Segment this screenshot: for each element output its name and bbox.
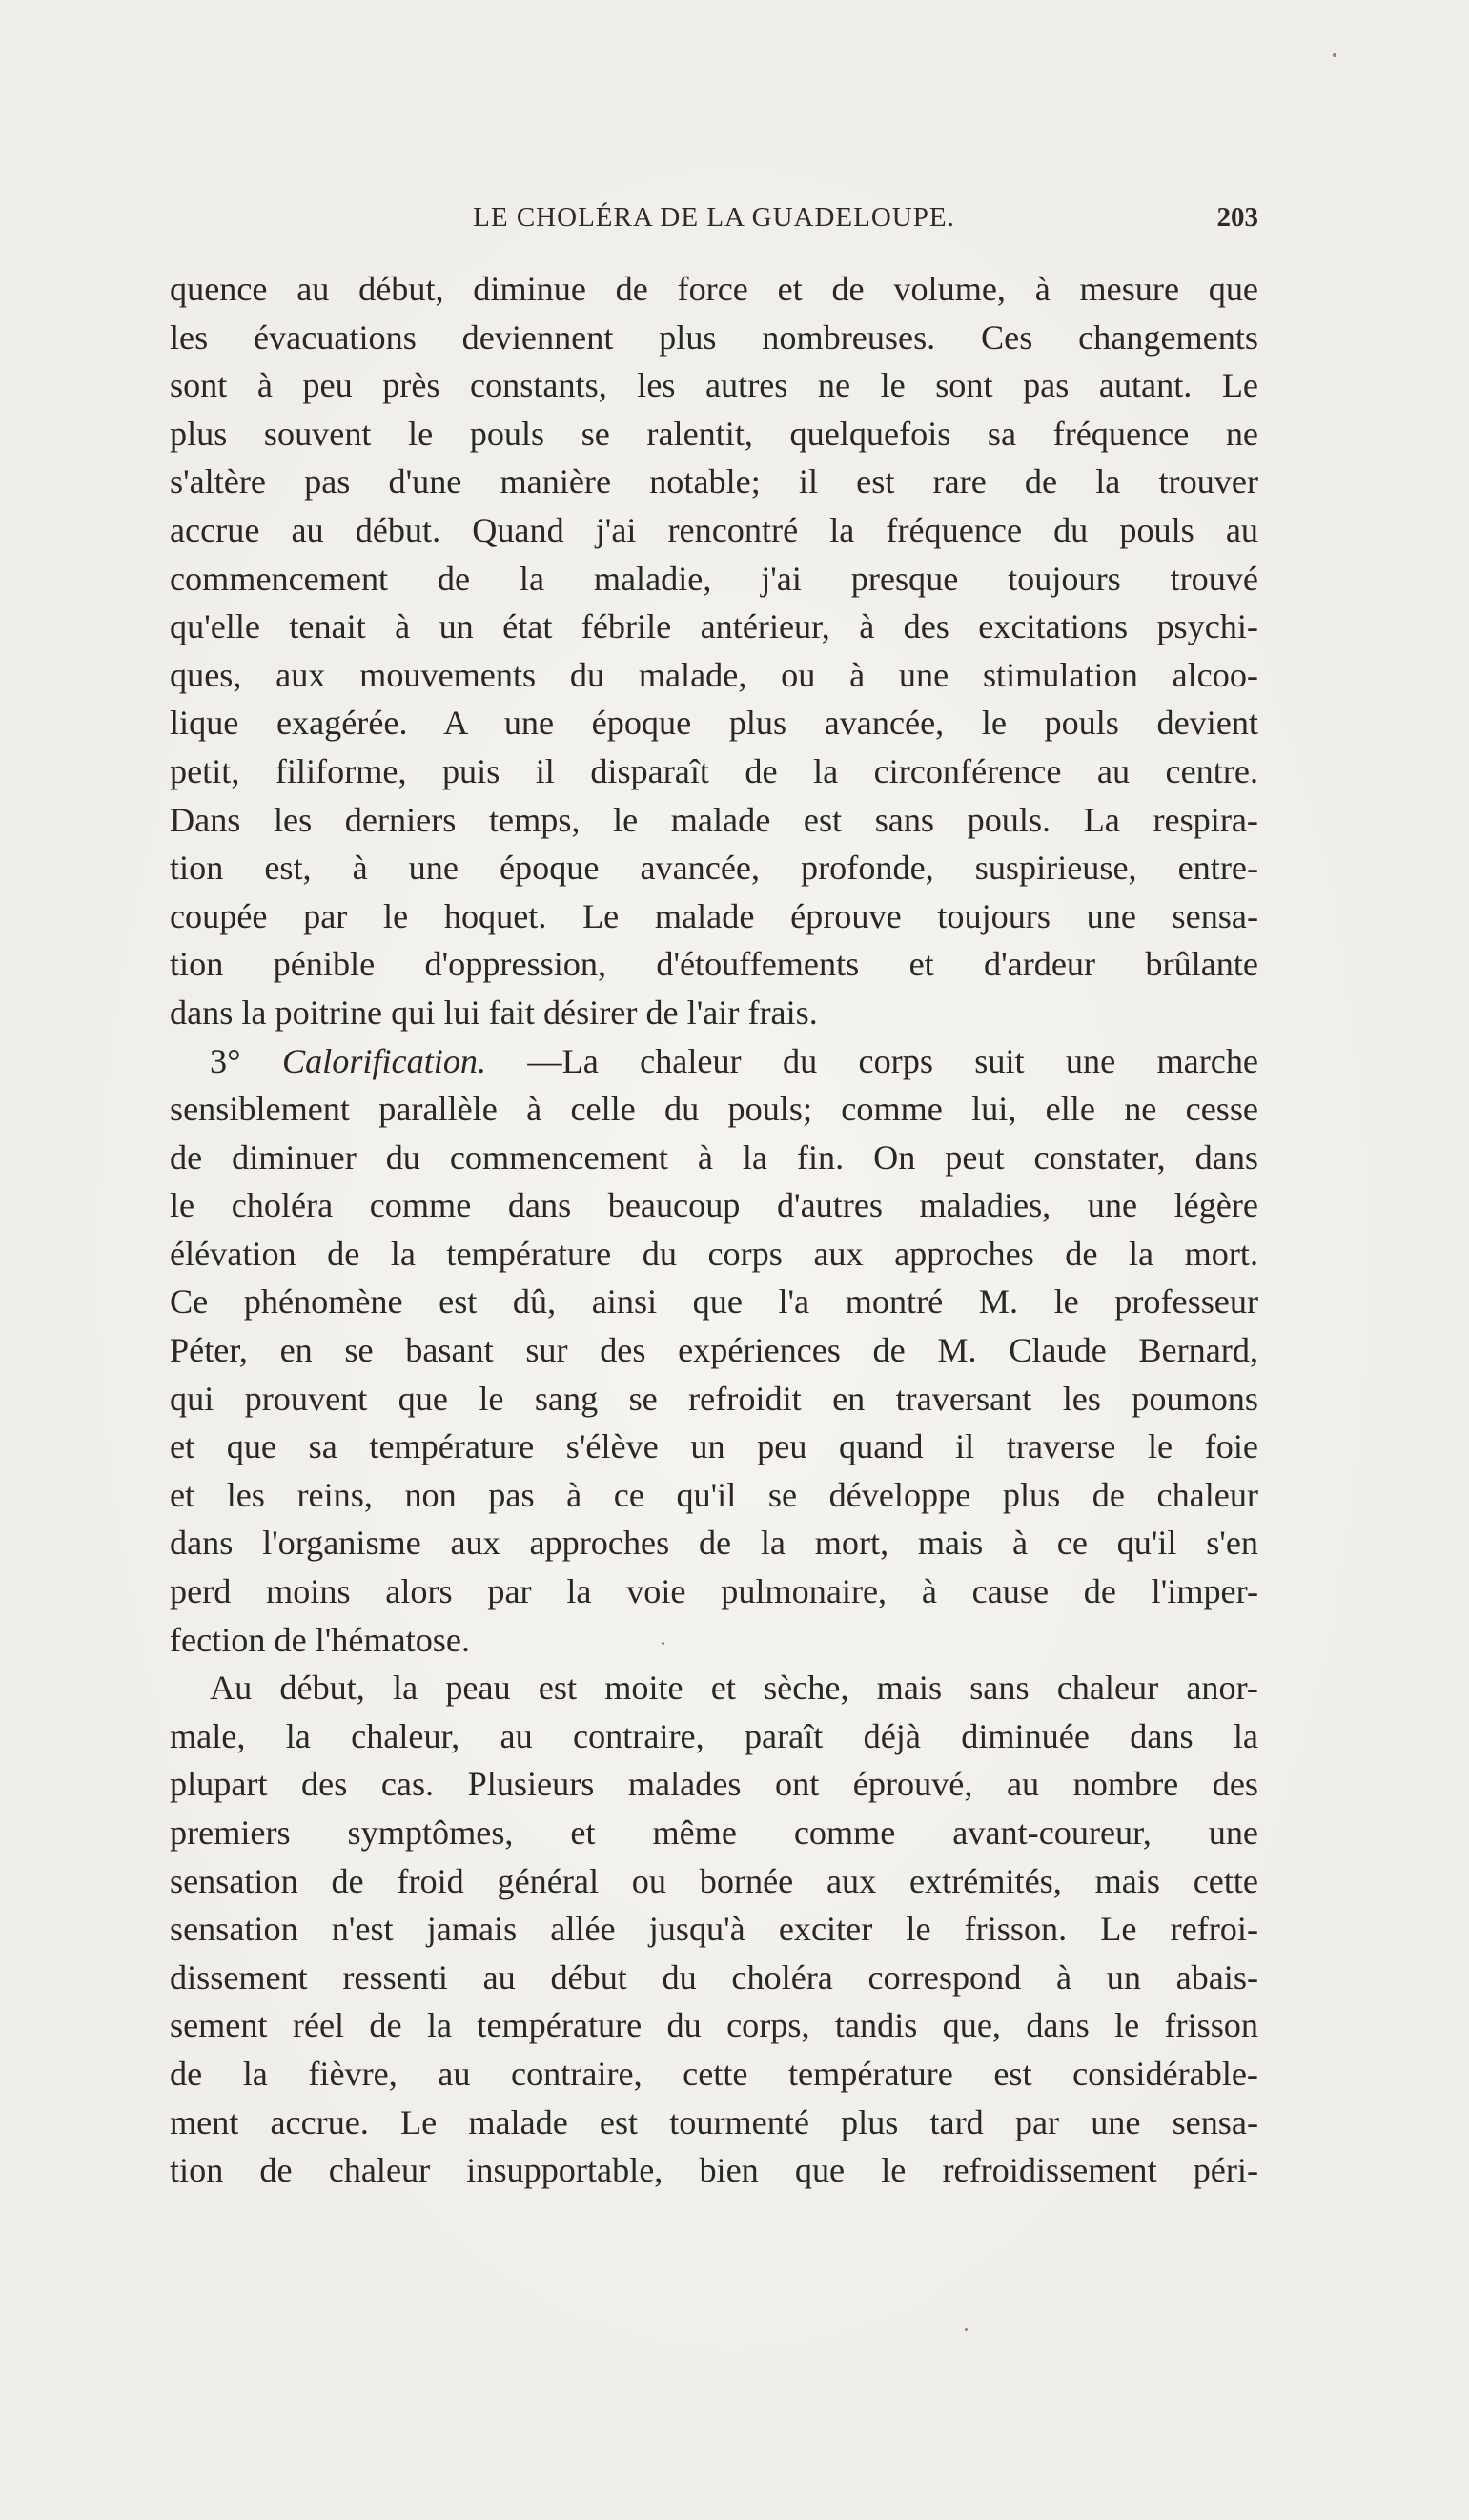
text-line: et que sa température s'élève un peu quand il traverse le foie [170, 1427, 1258, 1466]
paper-speck [1333, 53, 1336, 57]
text-line: plus souvent le pouls se ralentit, quelquefois sa fréquence ne [170, 414, 1258, 453]
text-line: male, la chaleur, au contraire, paraît déjà diminuée dans la [170, 1716, 1258, 1755]
text-line: sensation n'est jamais allée jusqu'à exciter le frisson. Le refroi- [170, 1910, 1258, 1949]
text-line: le choléra comme dans beaucoup d'autres maladies, une légère [170, 1186, 1258, 1225]
running-head [170, 202, 1258, 244]
text-line: Péter, en se basant sur des expériences de M. Claude Bernard, [170, 1331, 1258, 1370]
text-line: plupart des cas. Plusieurs malades ont éprouvé, au nombre des [170, 1765, 1258, 1804]
text-line: Au début, la peau est moite et sèche, mais sans chaleur anor- [210, 1669, 1258, 1708]
paper-speck [662, 1642, 664, 1645]
text-line: de diminuer du commencement à la fin. On peut constater, dans [170, 1137, 1258, 1177]
text-line: tion pénible d'oppression, d'étouffements et d'ardeur brûlante [170, 945, 1258, 984]
text-line: tion de chaleur insupportable, bien que le refroidissement péri- [170, 2151, 1258, 2190]
text-line: élévation de la température du corps aux approches de la mort. [170, 1234, 1258, 1273]
text-line: sensation de froid général ou bornée aux extrémités, mais cette [170, 1861, 1258, 1900]
text-line: les évacuations deviennent plus nombreuses. Ces changements [170, 318, 1258, 357]
paper-speck [965, 2328, 968, 2331]
page-number: 203 [1216, 202, 1258, 233]
text-line: commencement de la maladie, j'ai presque toujours trouvé [170, 559, 1258, 598]
text-line: de la fièvre, au contraire, cette température est considérable- [170, 2054, 1258, 2093]
text-line: fection de l'hématose. [170, 1620, 470, 1659]
text-line: et les reins, non pas à ce qu'il se développe plus de chaleur [170, 1475, 1258, 1514]
text-line: sont à peu près constants, les autres ne le sont pas autant. Le [170, 366, 1258, 405]
text-line: qu'elle tenait à un état fébrile antérieur, à des excitations psychi- [170, 607, 1258, 646]
text-line: ques, aux mouvements du malade, ou à une stimulation alcoo- [170, 655, 1258, 694]
text-line: accrue au début. Quand j'ai rencontré la fréquence du pouls au [170, 510, 1258, 549]
text-line: ment accrue. Le malade est tourmenté plus tard par une sensa- [170, 2102, 1258, 2141]
section-title: Calorification. [281, 1041, 487, 1080]
running-title: LE CHOLÉRA DE LA GUADELOUPE. [473, 202, 955, 233]
text-line: coupée par le hoquet. Le malade éprouve toujours une sensa- [170, 896, 1258, 935]
text-line: tion est, à une époque avancée, profonde, suspirieuse, entre- [170, 849, 1258, 888]
text-line: petit, filiforme, puis il disparaît de la circonférence au centre. [170, 751, 1258, 790]
body-text [170, 265, 1258, 2195]
text-line: qui prouvent que le sang se refroidit en traversant les poumons [170, 1379, 1258, 1418]
text-line: dans la poitrine qui lui fait désirer de l'air frais. [170, 993, 818, 1032]
section-heading-line [170, 1037, 1258, 1086]
section-first-line: —La chaleur du corps suit une marche [527, 1041, 1258, 1080]
text-line: quence au début, diminue de force et de volume, à mesure que [170, 270, 1258, 308]
section-number: 3° [210, 1041, 241, 1080]
text-line: dissement ressenti au début du choléra correspond à un abais- [170, 1957, 1258, 1997]
text-line: lique exagérée. A une époque plus avancée, le pouls devient [170, 704, 1258, 743]
text-line: perd moins alors par la voie pulmonaire, à cause de l'imper- [170, 1572, 1258, 1611]
text-line: Dans les derniers temps, le malade est sans pouls. La respira- [170, 800, 1258, 839]
text-line: s'altère pas d'une manière notable; il est rare de la trouver [170, 462, 1258, 502]
text-line: sement réel de la température du corps, tandis que, dans le frisson [170, 2006, 1258, 2045]
text-line: sensiblement parallèle à celle du pouls; comme lui, elle ne cesse [170, 1090, 1258, 1129]
text-line: premiers symptômes, et même comme avant-coureur, une [170, 1813, 1258, 1852]
text-line: Ce phénomène est dû, ainsi que l'a montré M. le professeur [170, 1282, 1258, 1321]
text-line: dans l'organisme aux approches de la mort, mais à ce qu'il s'en [170, 1524, 1258, 1563]
